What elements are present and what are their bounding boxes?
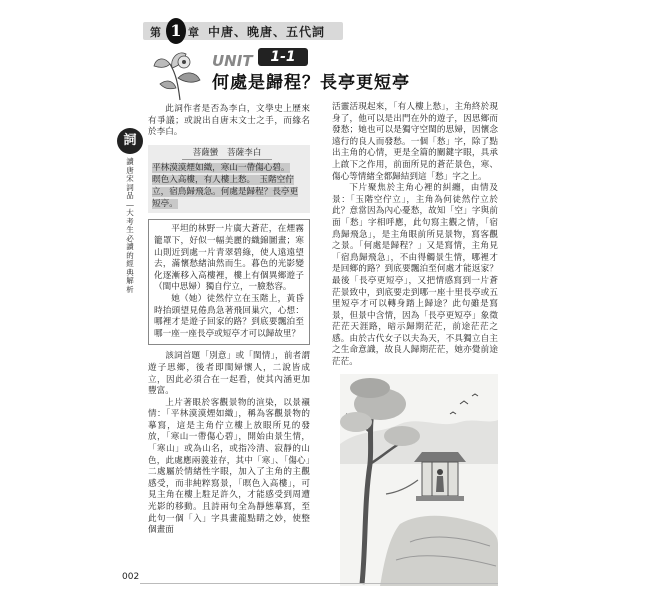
poem-line: 立，宿鳥歸飛急。何處是歸程？長亭更: [152, 187, 299, 198]
body-paragraph: 該詞首題「別意」或「閨情」，前者謂遊子思鄉，後者即閨婦懷人，二說皆成立，因此必須合在一起看，使其內涵更加豐富。: [148, 351, 310, 397]
page-number: 002: [122, 572, 140, 582]
body-paragraph: 下片聚焦於主角心裡的糾纏，由情及景：「玉階空佇立」，主角為何徒然佇立於此？意當因為內心憂愁，故知「空」字與前面「愁」字相呼應，此句寫主觀之情，「宿鳥歸飛急」，是主角眼前所見景物，寫客觀之景。「何處是歸程？」又是寫情，主角見「宿鳥歸飛急」，不由得觸景生情，哪裡才是回鄉的路？到底要飄泊至何處才能返家？最後「長亭更短亭」，又把情感寫到一片蒼茫景致中，到底要走到哪一座十里長亭或五里短亭才可以轉身踏上歸途？此句雖是寫景，但景中含情，因為「長亭更短亭」象徵茫茫天涯路，暗示歸期茫茫，前途茫茫之感。由於古代女子以夫為天，不具獨立自主之生命意識，故良人歸期茫茫，她亦覺前途茫茫。: [332, 183, 498, 368]
left-column: [148, 104, 310, 537]
translation-paragraph: 平坦的林野一片廣大蒼茫，在煙霧籠罩下，好似一幅美麗的織錦圖畫；寒山則近到處一片青翠碧綠，使人遠遠望去，滿懷愁緒油然而生。暮色的光影變化逐漸移入高樓裡，樓上有個異鄉遊子（閨中思婦）獨自佇立，一臉愁容。: [154, 224, 304, 293]
poem-line: 平林漠漠煙如織，寒山一帶傷心碧。: [152, 163, 290, 174]
side-tab: [117, 128, 143, 378]
footer-rule: [140, 583, 498, 584]
body-paragraph: 活靈活現起來，「有人樓上愁」，主角終於現身了，他可以是出門在外的遊子，因思鄉而發愁；她也可以是獨守空閨的思婦，因懷念遠行的良人而發愁。一個「愁」字，除了點出主角的心情，更是全篇的關鍵字眼，具承上啟下之作用，前面所見的蒼茫景色，寒、傷心等情緒全都歸結到這「愁」字之上。: [332, 102, 498, 182]
chapter-prefix: 第: [150, 26, 161, 39]
chapter-title: 中唐、晚唐、五代詞: [208, 25, 326, 39]
translation-paragraph: 她（她）徒然佇立在玉階上，黃昏時抬頭望見倦鳥急著飛回巢穴，心想：哪裡才是遊子回家的路？到底要飄泊至哪一座一座長亭或短亭才可以歸故里？: [154, 293, 304, 339]
poem-heading: 菩薩蠻 菩薩李白: [182, 148, 272, 161]
right-column: [332, 102, 498, 369]
side-tab-text: 讀唐宋詞品―大考生必讀的經典解析: [126, 157, 134, 294]
intro-paragraph: 此詞作者是否為李白，文學史上歷來有爭議；或說出自唐末文士之手，而緣名於李白。: [148, 104, 310, 138]
flower-illustration-icon: [150, 44, 210, 102]
side-tab-icon: 詞: [117, 128, 143, 154]
chapter-suffix: 章: [188, 26, 199, 39]
poem-box: [148, 145, 310, 214]
translation-box: [148, 219, 310, 345]
landscape-illustration-image: [340, 374, 498, 586]
poem-line: 短亭。: [152, 199, 178, 210]
unit-number-badge: 1-1: [258, 48, 308, 66]
body-paragraph: 上片著眼於客觀景物的渲染，以景襯情：「平林漠漠煙如織」，稱為客觀景物的摹寫，這是主角佇立樓上放眼所見的發放，「寒山一帶傷心碧」，開始由景生情，「寒山」或為山名，或指冷清、寂靜的山色，此處應兩義並存，其中「寒」、「傷心」二處屬於情緒性字眼，加入了主角的主觀感受，而非純粹寫景，「暝色入高樓」，可見主角在樓上駐足許久，才能感受到周遭光影的移動。且詩兩句全為靜態摹寫，至此句一個「入」字具畫龍點睛之妙，使整個畫面: [148, 397, 310, 536]
poem-line: 暝色入高樓，有人樓上愁。 玉階空佇: [152, 175, 294, 186]
unit-label: UNIT: [212, 52, 253, 70]
lesson-title: 何處是歸程？長亭更短亭: [212, 73, 410, 93]
chapter-number-badge: 1: [166, 18, 186, 44]
